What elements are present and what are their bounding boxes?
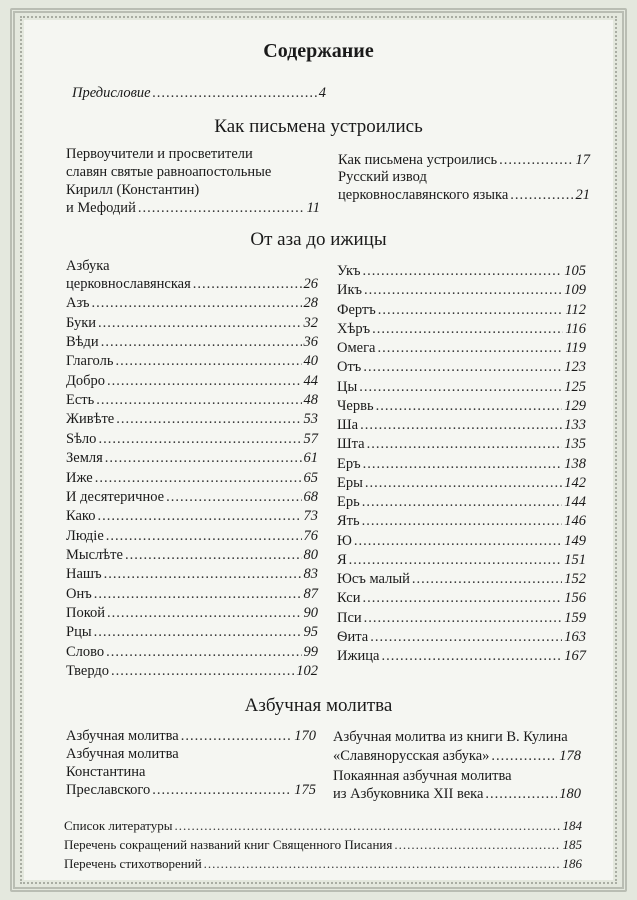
toc-entry-letter[interactable]: [337, 647, 586, 665]
toc-entry-page: 186: [562, 856, 582, 871]
leader-dots: [491, 747, 557, 765]
toc-entry-label: Шта: [337, 436, 365, 453]
toc-entry-label: Слово: [66, 643, 105, 660]
toc-entry-label: Перечень стихотворений: [64, 856, 202, 871]
toc-entry-label: Червь: [337, 397, 374, 414]
toc-entry-letter[interactable]: [337, 262, 586, 280]
toc-entry-page: 152: [564, 571, 586, 587]
toc-entry-letter[interactable]: [66, 527, 318, 545]
toc-entry-letter[interactable]: [337, 301, 586, 319]
leader-dots: [125, 546, 302, 564]
leader-dots: [372, 320, 563, 338]
leader-dots: [364, 609, 563, 627]
toc-entry-line: Кирилл (Константин): [66, 182, 200, 198]
leader-dots: [367, 435, 563, 453]
toc-entry-label: Ять: [337, 513, 360, 530]
toc-entry-page: 133: [564, 417, 586, 433]
toc-entry-page: 68: [303, 488, 318, 505]
toc-entry-page: 87: [303, 585, 318, 602]
toc-entry-label: Добро: [66, 372, 106, 389]
toc-entry-abbreviations[interactable]: [64, 836, 582, 854]
toc-entry-label: церковнославянская: [66, 276, 191, 292]
toc-entry-letter[interactable]: [66, 662, 318, 680]
toc-entry-page: 116: [565, 320, 586, 337]
leader-dots: [364, 281, 562, 299]
toc-entry-page: 44: [303, 372, 318, 389]
toc-entry-page: 135: [564, 436, 586, 453]
toc-entry-page: 83: [303, 566, 318, 583]
toc-entry-page: 167: [564, 648, 586, 664]
toc-entry-label: Фертъ: [337, 301, 376, 318]
leader-dots: [107, 604, 301, 622]
toc-entry-page: 175: [294, 782, 316, 798]
toc-entry-page: 76: [303, 527, 318, 544]
leader-dots: [106, 643, 301, 661]
toc-entry-kulin[interactable]: [333, 747, 581, 765]
toc-entry-page: 170: [294, 728, 316, 744]
leader-dots: [354, 532, 562, 550]
leader-dots: [370, 628, 562, 646]
toc-entry-label: и Мефодий: [66, 200, 136, 216]
leader-dots: [96, 391, 301, 409]
leader-dots: [101, 333, 302, 351]
leader-dots: [499, 151, 573, 169]
leader-dots: [166, 488, 301, 506]
toc-entry-letter[interactable]: [66, 314, 318, 332]
page-title: Содержание: [263, 40, 374, 62]
toc-entry-page: 40: [303, 353, 318, 370]
leader-dots: [106, 527, 302, 545]
section-heading-3: Азбучная молитва: [244, 695, 393, 716]
toc-entry-label: Юсъ малый: [337, 571, 410, 587]
toc-entry-russian-recension[interactable]: [338, 186, 590, 204]
leader-dots: [107, 372, 301, 390]
toc-entry-letter[interactable]: [337, 435, 586, 453]
toc-entry-label: Еры: [337, 474, 363, 491]
toc-entry-page: 80: [303, 546, 318, 563]
toc-entry-page: 4: [318, 85, 326, 101]
leader-dots: [94, 623, 302, 641]
toc-entry-page: 119: [565, 340, 586, 356]
toc-entry-page: 90: [303, 604, 318, 621]
toc-entry-page: 48: [303, 392, 318, 409]
toc-entry-label: Онъ: [66, 585, 92, 602]
toc-entry-label: Пси: [337, 609, 362, 626]
toc-entry-letter[interactable]: [66, 488, 318, 506]
toc-entry-page: 17: [575, 152, 590, 168]
toc-entry-letter[interactable]: [66, 333, 318, 351]
leader-dots: [116, 410, 301, 428]
leader-dots: [363, 262, 563, 280]
toc-entry-page: 109: [564, 282, 586, 299]
toc-entry-page: 105: [564, 263, 586, 279]
toc-entry-page: 159: [564, 609, 586, 626]
toc-entry-letter[interactable]: [337, 339, 586, 357]
toc-entry-page: 123: [564, 359, 586, 376]
toc-entry-page: 36: [303, 334, 318, 351]
toc-entry-letter[interactable]: [337, 416, 586, 434]
leader-dots: [362, 512, 563, 530]
toc-entry-page: 65: [303, 469, 318, 486]
toc-entry-prayer[interactable]: [66, 727, 316, 745]
section-heading-1: Как письмена устроились: [214, 116, 423, 137]
toc-entry-line: Азбучная молитва: [66, 746, 179, 762]
leader-dots: [363, 589, 563, 607]
toc-entry-letter[interactable]: [66, 643, 318, 661]
leader-dots: [363, 358, 562, 376]
toc-entry-page: 95: [303, 624, 318, 641]
toc-entry-label: из Азбуковника XII века: [333, 786, 484, 802]
toc-entry-line: славян святые равноапостольные: [66, 164, 272, 180]
toc-entry-letter[interactable]: [337, 532, 586, 550]
toc-entry-letter[interactable]: [337, 609, 586, 627]
toc-entry-label: церковнославянского языка: [338, 187, 509, 203]
toc-entry-label: Ѕѣло: [66, 430, 97, 447]
leader-dots: [98, 430, 301, 448]
leader-dots: [193, 275, 302, 293]
toc-entry-letter[interactable]: [337, 589, 586, 607]
toc-entry-label: Како: [66, 508, 96, 525]
toc-entry-page: 102: [296, 663, 318, 679]
toc-entry-preslav[interactable]: [66, 781, 316, 799]
toc-entry-page: 99: [303, 643, 318, 660]
leader-dots: [98, 314, 301, 332]
toc-entry-label: Буки: [66, 314, 97, 331]
toc-entry-page: 138: [564, 455, 586, 472]
leader-dots: [204, 855, 561, 873]
toc-entry-letter[interactable]: [337, 455, 586, 473]
toc-entry-label: Цы: [337, 378, 358, 395]
toc-entry-letter[interactable]: [66, 449, 318, 467]
toc-entry-label: Вѣди: [66, 334, 99, 351]
toc-entry-page: 53: [303, 411, 318, 428]
toc-entry-letter[interactable]: [66, 294, 318, 312]
toc-entry-letter[interactable]: [337, 378, 586, 396]
toc-entry-preface[interactable]: [72, 84, 326, 102]
toc-entry-label: Перечень сокращений названий книг Священного Писания: [64, 837, 393, 852]
toc-entry-page: 149: [564, 532, 586, 549]
toc-entry-letter[interactable]: [337, 474, 586, 492]
toc-entry-letter[interactable]: [66, 565, 318, 583]
toc-entry-label: Покой: [66, 604, 106, 621]
toc-entry-page: 32: [303, 314, 318, 331]
toc-entry-label: Твердо: [66, 663, 110, 679]
toc-entry-letter[interactable]: [337, 358, 586, 376]
toc-entry-penitential[interactable]: [333, 785, 581, 803]
leader-dots: [97, 507, 301, 525]
toc-entry-letter[interactable]: [66, 507, 318, 525]
leader-dots: [378, 301, 564, 319]
toc-entry-page: 26: [303, 276, 318, 292]
toc-entry-page: 151: [564, 551, 586, 568]
toc-entry-page: 156: [564, 590, 586, 607]
toc-entry-letter[interactable]: [66, 469, 318, 487]
leader-dots: [363, 455, 563, 473]
leader-dots: [95, 469, 302, 487]
leader-dots: [360, 416, 562, 434]
toc-entry-page: 144: [564, 494, 586, 510]
leader-dots: [412, 570, 562, 588]
toc-entry-letter[interactable]: [66, 391, 318, 409]
toc-entry-label: Хѣръ: [337, 320, 371, 337]
leader-dots: [394, 836, 560, 854]
toc-entry-label: Ерь: [337, 494, 360, 510]
toc-entry-line: Русский извод: [338, 169, 427, 185]
leader-dots: [105, 449, 302, 467]
toc-entry-letter[interactable]: [337, 281, 586, 299]
toc-entry-page: 180: [559, 786, 581, 802]
toc-entry-label: Еръ: [337, 455, 361, 472]
toc-entry-label: Кси: [337, 590, 361, 607]
leader-dots: [91, 294, 301, 312]
toc-entry-line: Константина: [66, 764, 146, 780]
toc-entry-line: Первоучители и просветители: [66, 146, 253, 162]
toc-entry-label: Мыслѣте: [66, 546, 123, 563]
toc-entry-letter[interactable]: [66, 623, 318, 641]
toc-entry-page: 73: [303, 508, 318, 525]
toc-entry-letter[interactable]: [66, 352, 318, 370]
toc-entry-letter[interactable]: [66, 430, 318, 448]
toc-entry-label: Как письмена устроились: [338, 152, 498, 168]
toc-entry-page: 146: [564, 513, 586, 530]
toc-entry-label: Ю: [337, 532, 352, 549]
leader-dots: [153, 84, 317, 102]
toc-entry-label: Рцы: [66, 624, 92, 641]
toc-entry-letter[interactable]: [66, 604, 318, 622]
toc-entry-page: 21: [575, 187, 590, 203]
toc-entry-letter[interactable]: [337, 493, 586, 511]
toc-entry-label: Иже: [66, 469, 93, 486]
toc-entry-letter[interactable]: [337, 320, 586, 338]
leader-dots: [138, 199, 305, 217]
leader-dots: [349, 551, 563, 569]
toc-entry-label: Земля: [66, 450, 103, 467]
toc-entry-page: 142: [564, 474, 586, 491]
toc-entry-label: Омега: [337, 340, 376, 356]
toc-entry-label: Отъ: [337, 359, 362, 376]
toc-entry-page: 57: [303, 430, 318, 447]
leader-dots: [175, 817, 561, 835]
toc-entry-label: Ижица: [337, 648, 380, 664]
toc-entry-label: Ша: [337, 417, 359, 433]
toc-entry-label: Людіе: [66, 527, 104, 544]
toc-entry-label: И десятеричное: [66, 488, 165, 505]
leader-dots: [111, 662, 294, 680]
toc-entry-page: 163: [564, 628, 586, 645]
leader-dots: [181, 727, 293, 745]
toc-entry-label: Азъ: [66, 295, 90, 312]
leader-dots: [115, 352, 301, 370]
toc-entry-how-letters[interactable]: [338, 151, 590, 169]
leader-dots: [362, 493, 563, 511]
toc-entry-page: 61: [303, 450, 318, 467]
leader-dots: [376, 397, 563, 415]
leader-dots: [510, 186, 573, 204]
toc-entry-label: Глаголь: [66, 353, 114, 370]
toc-entry-label: Я: [337, 551, 347, 568]
toc-entry-page: 112: [565, 301, 586, 318]
toc-entry-label: Предисловие: [72, 85, 151, 101]
toc-entry-letter[interactable]: [66, 585, 318, 603]
toc-entry-letter[interactable]: [337, 628, 586, 646]
toc-entry-page: 185: [562, 837, 582, 852]
toc-entry-page: 125: [564, 378, 586, 395]
toc-entry-page: 11: [306, 200, 320, 216]
leader-dots: [381, 647, 562, 665]
toc-entry-label: Живѣте: [66, 411, 115, 428]
toc-entry-bibliography[interactable]: [64, 817, 582, 835]
toc-entry-page: 184: [562, 818, 582, 833]
toc-entry-label: Преславского: [66, 782, 151, 798]
leader-dots: [104, 565, 302, 583]
toc-entry-page: 28: [303, 295, 318, 312]
toc-entry-letter[interactable]: [337, 512, 586, 530]
toc-entry-letter[interactable]: [66, 275, 318, 293]
toc-entry-page: 129: [564, 397, 586, 414]
toc-entry-letter[interactable]: [337, 397, 586, 415]
toc-entry-line: Азбучная молитва из книги В. Кулина: [333, 729, 568, 745]
toc-entry-label: Ѳита: [337, 628, 369, 645]
toc-entry-letter[interactable]: [66, 410, 318, 428]
toc-entry-poems[interactable]: [64, 855, 582, 873]
toc-entry-letter[interactable]: [337, 570, 586, 588]
toc-entry-line: Покаянная азбучная молитва: [333, 768, 512, 784]
toc-entry-line: Азбука: [66, 258, 110, 274]
toc-entry-label: Список литературы: [64, 818, 173, 833]
leader-dots: [485, 785, 557, 803]
toc-entry-label: Азбучная молитва: [66, 728, 179, 744]
leader-dots: [359, 378, 562, 396]
leader-dots: [94, 585, 302, 603]
toc-entry-label: Есть: [66, 392, 95, 409]
section-heading-2: От аза до ижицы: [250, 229, 387, 250]
toc-entry-page: 178: [559, 748, 581, 764]
toc-entry-letter[interactable]: [66, 372, 318, 390]
toc-entry-label: Укъ: [337, 263, 361, 279]
leader-dots: [365, 474, 562, 492]
toc-entry-letter[interactable]: [66, 546, 318, 564]
toc-entry-cyril-methodius[interactable]: [66, 199, 320, 217]
leader-dots: [152, 781, 292, 799]
toc-entry-label: Нашъ: [66, 566, 102, 583]
leader-dots: [377, 339, 563, 357]
toc-entry-label: Икъ: [337, 282, 363, 299]
toc-entry-letter[interactable]: [337, 551, 586, 569]
toc-entry-label: «Славянорусская азбука»: [333, 748, 490, 764]
